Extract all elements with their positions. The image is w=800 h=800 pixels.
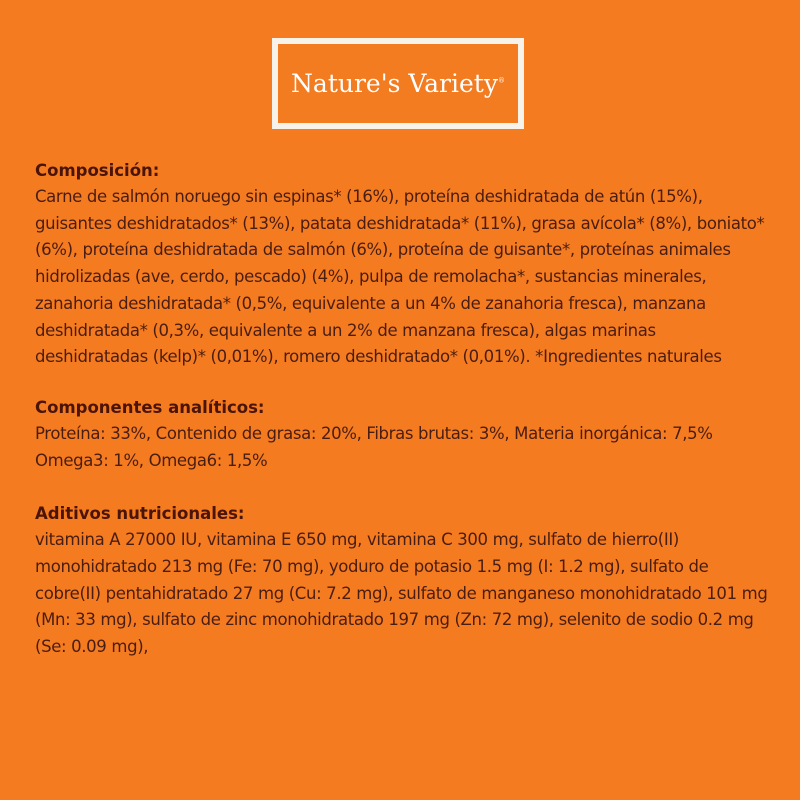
composition-heading: Composición: bbox=[35, 161, 160, 180]
brand-logo-text bbox=[291, 69, 505, 98]
brand-trademark: ® bbox=[497, 76, 505, 85]
additives-heading: Aditivos nutricionales: bbox=[35, 504, 245, 524]
composition-section bbox=[35, 158, 770, 371]
additives-text: vitamina A 27000 IU, vitamina E 650 mg, vitamina C 300 mg, sulfato de hierro(II) monohidratado 213 mg (Fe: 70 mg), yoduro de potasio 1.5 mg (I: 1.2 mg), sulfato de cobre(II) pentahidratado 27 mg (Cu: 7.2 mg), sulfato de manganeso monohidratado 101 mg (Mn: 33 mg), sulfato de zinc monohidratado 197 mg (Zn: 72 mg), selenito de sodio 0.2 mg (Se: 0.09 mg), bbox=[35, 530, 768, 657]
brand-logo bbox=[272, 38, 524, 129]
analytical-text: Proteína: 33%, Contenido de grasa: 20%, Fibras brutas: 3%, Materia inorgánica: 7,5% Omega3: 1%, Omega6: 1,5% bbox=[35, 423, 713, 470]
analytical-section bbox=[35, 395, 770, 474]
analytical-heading: Componentes analíticos: bbox=[35, 397, 265, 417]
composition-text: Carne de salmón noruego sin espinas* (16%), proteína deshidratada de atún (15%), guisantes deshidratados* (13%), patata deshidratada* (11%), grasa avícola* (8%), boniato* (6%), proteína deshidratada de salmón (6%), proteína de guisante*, proteínas animales hidrolizadas (ave, cerdo, pescado) (4%), pulpa de remolacha*, sustancias minerales, zanahoria deshidratada* (0,5%, equivalente a un 4% de zanahoria fresca), manzana deshidratada* (0,3%, equivalente a un 2% de manzana fresca), algas marinas deshidratadas (kelp)* (0,01%), romero deshidratado* (0,01%). *Ingredientes naturales bbox=[35, 187, 765, 367]
brand-name: Nature's Variety bbox=[291, 69, 498, 98]
brand-logo-panel bbox=[278, 44, 518, 123]
additives-section bbox=[35, 501, 770, 661]
label-content bbox=[35, 158, 770, 689]
